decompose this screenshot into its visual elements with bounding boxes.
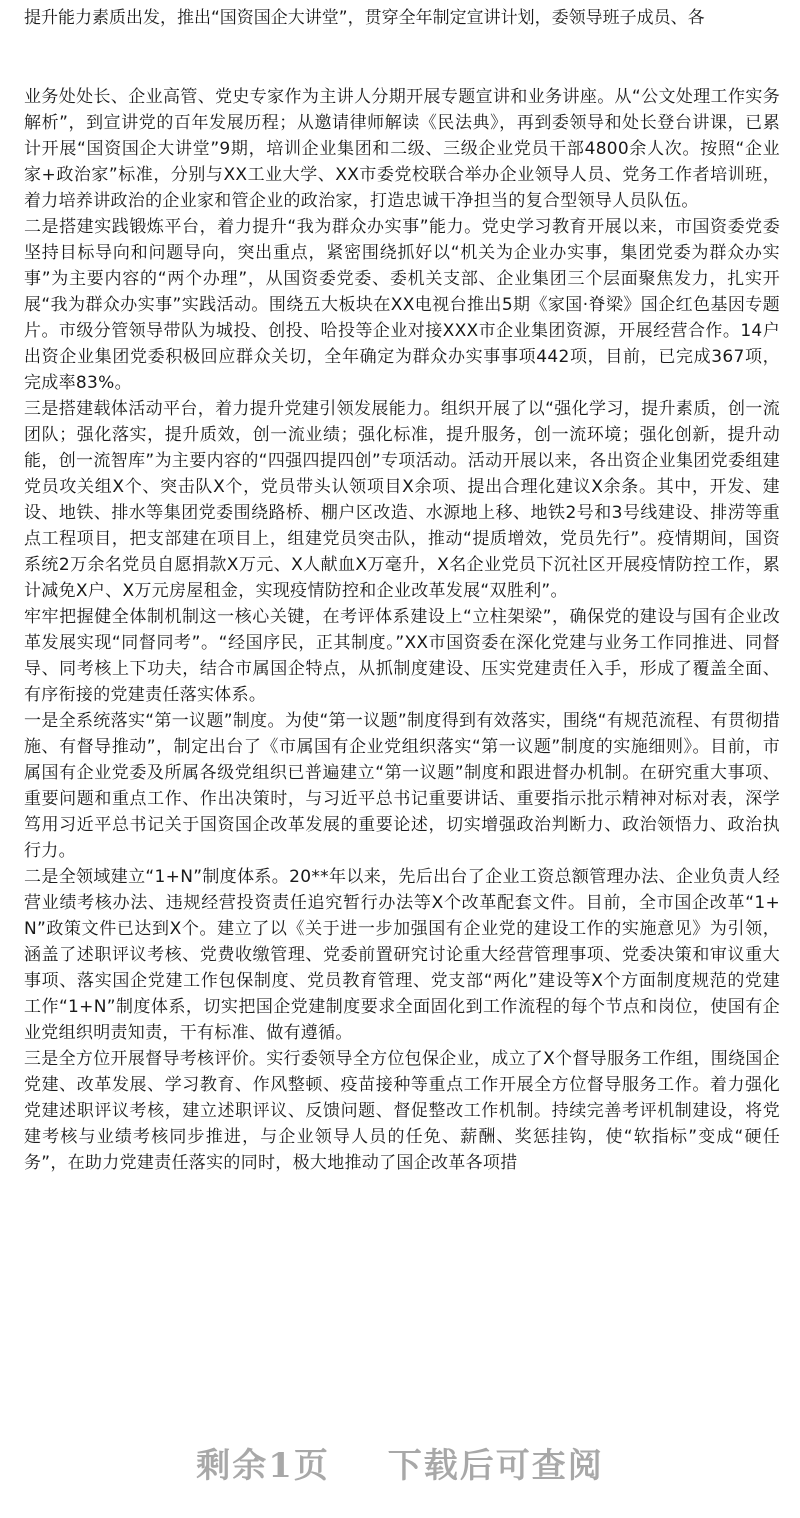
remaining-pages-label: 剩余1页	[196, 1446, 330, 1486]
paragraph: 牢牢把握健全体制机制这一核心关键，在考评体系建设上“立柱架梁”，确保党的建设与国有企业改革发展实现“同督同考”。“经国序民，正其制度。”XX市国资委在深化党建与业务工作同推进、同督导、同考核上下功夫，结合市属国企特点，从抓制度建设、压实党建责任入手，形成了覆盖全面、有序衔接的党建责任落实体系。	[24, 607, 780, 705]
preview-footer	[0, 1410, 800, 1518]
paragraph: 二是搭建实践锻炼平台，着力提升“我为群众办实事”能力。党史学习教育开展以来，市国资委党委坚持目标导向和问题导向，突出重点，紧密围绕抓好以“机关为企业办实事，集团党委为群众办实事”为主要内容的“两个办理”，从国资委党委、委机关支部、企业集团三个层面聚焦发力，扎实开展“我为群众办实事”实践活动。围绕五大板块在XX电视台推出5期《家国·脊梁》国企红色基因专题片。市级分管领导带队为城投、创投、哈投等企业对接XXX市企业集团资源，开展经营合作。14户出资企业集团党委积极回应群众关切，全年确定为群众办实事事项442项，目前，已完成367项，完成率83%。	[24, 217, 780, 393]
paragraph: 二是全领域建立“1+N”制度体系。20**年以来，先后出台了企业工资总额管理办法、企业负责人经营业绩考核办法、违规经营投资责任追究暂行办法等X个改革配套文件。目前，全市国企改革“1+N”政策文件已达到X个。建立了以《关于进一步加强国有企业党的建设工作的实施意见》为引领，涵盖了述职评议考核、党费收缴管理、党委前置研究讨论重大经营管理事项、党委决策和审议重大事项、落实国企党建工作包保制度、党员教育管理、党支部“两化”建设等X个方面制度规范的党建工作“1+N”制度体系，切实把国企党建制度要求全面固化到工作流程的每个节点和岗位，使国有企业党组织明责知责，干有标准、做有遵循。	[24, 867, 780, 1043]
download-prompt[interactable]	[174, 1438, 626, 1487]
paragraph: 三是搭建载体活动平台，着力提升党建引领发展能力。组织开展了以“强化学习，提升素质，创一流团队；强化落实，提升质效，创一流业绩；强化标准，提升服务，创一流环境；强化创新，提升动能，创一流智库”为主要内容的“四强四提四创”专项活动。活动开展以来，各出资企业集团党委组建党员攻关组X个、突击队X个，党员带头认领项目X余项、提出合理化建议X余条。其中，开发、建设、地铁、排水等集团党委围绕路桥、棚户区改造、水源地上移、地铁2号和3号线建设、排涝等重点工程项目，把支部建在项目上，组建党员突击队，推动“提质增效，党员先行”。疫情期间，国资系统2万余名党员自愿捐款X万元、X人献血X万毫升，X名企业党员下沉社区开展疫情防控工作，累计减免X户、X万元房屋租金，实现疫情防控和企业改革发展“双胜利”。	[24, 399, 780, 601]
download-to-read-label: 下载后可查阅	[387, 1446, 604, 1486]
document-body	[24, 84, 780, 1176]
paragraph: 一是全系统落实“第一议题”制度。为使“第一议题”制度得到有效落实，围绕“有规范流程、有贯彻措施、有督导推动”，制定出台了《市属国有企业党组织落实“第一议题”制度的实施细则》。目前，市属国有企业党委及所属各级党组织已普遍建立“第一议题”制度和跟进督办机制。在研究重大事项、重要问题和重点工作、作出决策时，与习近平总书记重要讲话、重要指示批示精神对标对表，深学笃用习近平总书记关于国资国企改革发展的重要论述，切实增强政治判断力、政治领悟力、政治执行力。	[24, 711, 780, 861]
paragraph: 业务处处长、企业高管、党史专家作为主讲人分期开展专题宣讲和业务讲座。从“公文处理工作实务解析”，到宣讲党的百年发展历程；从邀请律师解读《民法典》，再到委领导和处长登台讲课，已累计开展“国资国企大讲堂”9期，培训企业集团和二级、三级企业党员干部4800余人次。按照“企业家+政治家”标准，分别与XX工业大学、XX市委党校联合举办企业领导人员、党务工作者培训班，着力培养讲政治的企业家和管企业的政治家，打造忠诚干净担当的复合型领导人员队伍。	[24, 87, 780, 211]
paragraph: 三是全方位开展督导考核评价。实行委领导全方位包保企业，成立了X个督导服务工作组，围绕国企党建、改革发展、学习教育、作风整顿、疫苗接种等重点工作开展全方位督导服务工作。着力强化党建述职评议考核，建立述职评议、反馈问题、督促整改工作机制。持续完善考评机制建设，将党建考核与业绩考核同步推进，与企业领导人员的任免、薪酬、奖惩挂钩，使“软指标”变成“硬任务”，在助力党建责任落实的同时，极大地推动了国企改革各项措	[24, 1049, 780, 1173]
document-first-line: 提升能力素质出发，推出“国资国企大讲堂”，贯穿全年制定宣讲计划，委领导班子成员、各	[24, 8, 705, 28]
